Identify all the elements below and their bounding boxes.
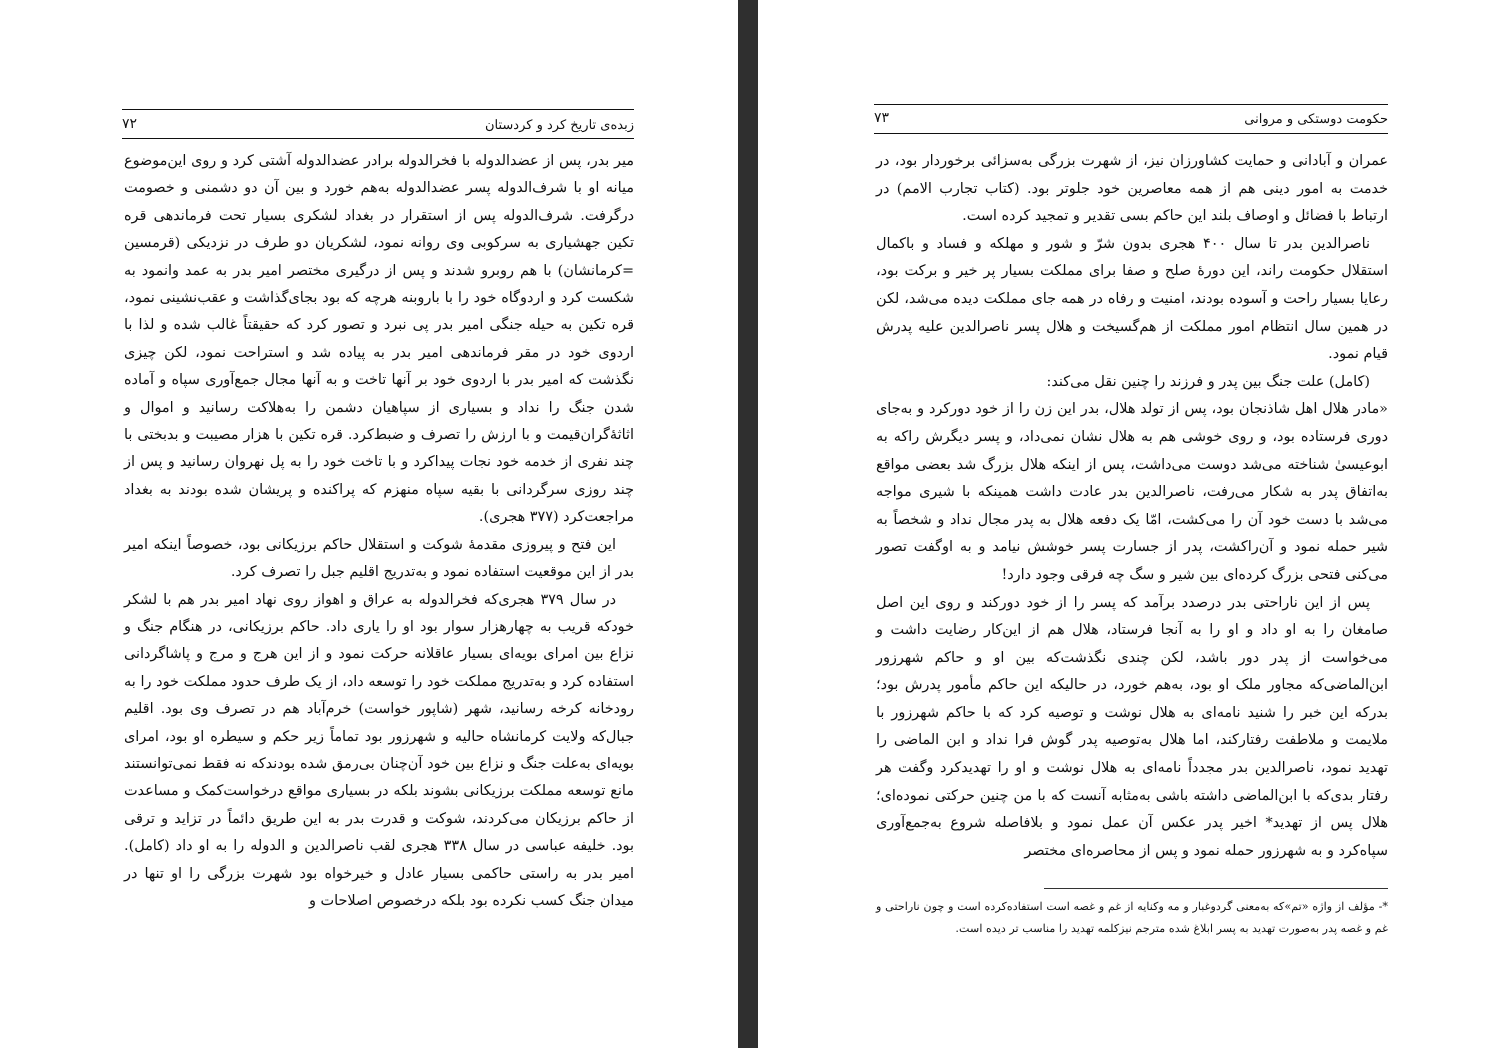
right-page (758, 0, 1496, 1048)
left-header-underline (122, 138, 634, 139)
right-paragraph-2: ناصرالدین بدر تا سال ۴۰۰ هجری بدون شرّ و شور و مهلکه و فساد و باکمال استقلال حکومت راند، این دورهٔ صلح و صفا برای مملکت بسیار پر خیر و برکت بود، رعایا بسیار راحت و آسوده بودند، امنیت و رفاه در همه جای مملکت دیده می‌شد، لکن در همین سال انتظام امور مملکت از هم‌گسیخت و هلال پسر ناصرالدین علیه پدرش قیام نمود. (876, 235, 1388, 363)
left-paragraph-1: میر بدر، پس از عضدالدوله با فخرالدوله برادر عضدالدوله آشتی کرد و روی این‌موضوع میانه او با شرف‌الدوله پسر عضدالدوله به‌هم خورد و بین آن دو دشمنی و خصومت درگرفت. شرف‌الدوله پس از استقرار در بغداد لشکری بسیار تحت فرماندهی قره تکین جهشیاری به سرکوبی وی روانه نمود، لشکریان دو طرف در نزدیکی (قرمسین =کرمانشان) با هم روبرو شدند و پس از درگیری مختصر امیر بدر به عمد وانمود به شکست کرد و اردوگاه خود را با باروبنه هرچه که بود بجای‌گذاشت و عقب‌نشینی نمود، قره تکین به حیله جنگی امیر بدر پی نبرد و تصور کرد که حقیقتاً غالب شده و لذا با اردوی خود در مقر فرماندهی امیر بدر به پیاده شد و استراحت نمود، لکن چیزی نگذشت که امیر بدر با اردوی خود بر آنها تاخت و به آنها مجال جمع‌آوری سپاه و آماده شدن جنگ را نداد و بسیاری از سپاهیان دشمن را به‌هلاکت رسانید و اموال و اثاثهٔ‌گران‌قیمت و با ارزش را تصرف و ضبط‌کرد. قره تکین با هزار مصیبت و بدبختی با چند نفری از خدمه خود نجات پیداکرد و با تاخت خود را به پل نهروان رسانید و پس از چند روزی سرگردانی با بقیه سپاه منهزم‌ که پراکنده و پریشان شده بودند به بغداد مراجعت‌کرد (۳۷۷ هجری). (124, 153, 634, 526)
right-paragraph-5: پس از این ناراحتی بدر درصدد برآمد که پسر را از خود دور‌کند و روی این اصل صامغان را به او داد و او را به آنجا فرستاد، هلال هم از این‌کار رضایت داشت و می‌خواست از پدر دور باشد، لکن چندی نگذشت‌که بین او و حاکم شهرزور ابن‌الماضی‌که مجاور ملک او بود، به‌هم خورد، در حالیکه این حاکم مأمور پدرش بود؛ بدرکه این خبر را شنید نامه‌ای به هلال نوشت و توصیه کرد که با حاکم شهرزور با ملایمت و ملاطفت رفتار‌کند، اما هلال به‌توصیه پدر گوش فرا نداد و ابن الماضی را تهدید نمود، ناصرالدین بدر مجدداً نامه‌ای به هلال نوشت و او را تهدید‌کرد وگفت هر رفتار بدی‌که با ابن‌الماضی داشته باشی به‌مثابه آنست که با من چنین حرکتی نموده‌ای؛ هلال پس از تهدید* اخیر پدر عکس آن عمل نمود و بلافاصله شروع به‌جمع‌آوری سپاه‌کرد و به شهرزور حمله نمود و پس از محاصره‌ای مختصر (876, 594, 1388, 859)
book-spine (738, 0, 758, 1048)
right-paragraph-4: «مادر هلال اهل شاذنجان بود، پس از تولد هلال، بدر این زن را از خود دورکرد و به‌جای دوری فرستاده بود، و روی خوشی هم به هلال نشان نمی‌داد، و پسر دیگرش را‌که به ابوعیسیٰ شناخته می‌شد دوست می‌داشت، پس از اینکه هلال بزرگ شد بعضی مواقع به‌اتفاق پدر به شکار می‌رفت، ناصرالدین بدر عادت داشت همینکه با شیری مواجه می‌شد با دست خود آن را می‌کشت، امّا یک دفعه هلال به پدر مجال نداد و شخصاً به شیر حمله نمود و آن‌راکشت، پدر از جسارت پسر خوشش نیامد و به اوگفت تصور می‌کنی فتحی بزرگ کرده‌ای بین شیر و سگ چه فرقی وجود دارد! (876, 401, 1388, 583)
left-page-body (124, 148, 634, 915)
left-paragraph-2: این فتح و پیروزی مقدمهٔ شوکت و استقلال حاکم برزیکانی بود، خصوصاً اینکه امیر بدر از این موقعیت استفاده نمود و به‌تدریج اقلیم جبل را تصرف‌ کرد. (124, 536, 634, 581)
right-paragraph-1: عمران و آبادانی و حمایت کشاورزان نیز، از شهرت بزرگی به‌سزائی برخوردار بود، در خدمت به امور دینی هم از همه معاصرین خود جلوتر بود. (کتاب تجارب الامم) در ارتباط با فضائل و اوصاف بلند این حاکم بسی تقدیر و تمجید کرده است. (876, 153, 1388, 225)
right-header-underline (874, 133, 1388, 134)
left-page-header-title: زبده‌ی تاریخ کرد و کردستان (484, 118, 634, 133)
left-header-rule (122, 109, 634, 110)
right-header-rule (874, 104, 1388, 105)
right-paragraph-3: (کامل) علت جنگ بین پدر و فرزند را چنین نقل می‌کند: (1046, 373, 1370, 390)
right-page-number: ۷۳ (874, 110, 890, 126)
left-page-header (122, 114, 634, 138)
right-page-header-title: حکومت دوستکی و مروانی (1244, 112, 1388, 127)
right-page-header (874, 108, 1388, 132)
right-page-body (876, 148, 1388, 865)
left-page (0, 0, 738, 1048)
left-page-number: ۷۲ (122, 116, 138, 132)
footnote: *- مؤلف از واژه «تم»که به‌معنی گردوغبار و مه و‌کنایه از غم و غصه است استفاده‌کرده است و چون ناراحتی و غم و غصه پدر به‌صورت تهدید به پسر ابلاغ شده مترجم نیز‌کلمه تهدید را مناسب تر دیده است. (876, 900, 1388, 935)
left-paragraph-3: در سال ۳۷۹ هجری‌که فخرالدوله به عراق و اهواز روی نهاد امیر بدر هم با لشکر خود‌که قریب به چهارهزار سوار بود او را یاری داد. حاکم برزیکانی، در هنگام جنگ و نزاع بین امرای بویه‌ای بسیار عاقلانه حرکت نمود و از این هرج و مرج و پاشاگردانی استفاده کرد و به‌تدریج مملکت خود را توسعه داد، از یک طرف حدود مملکت خود را به رودخانه کرخه رسانید، شهر (شاپور خواست) خرم‌آباد هم در تصرف وی بود. اقلیم جبال‌که ولایت کرمانشاه حالیه و شهرزور بود تماماً زیر حکم و سیطره او بود، امرای بویه‌ای به‌علت جنگ و نزاع بین خود آن‌چنان بی‌رمق شده بودند‌که نه فقط نمی‌توانستند مانع توسعه مملکت برزیکانی بشوند بلکه در بسیاری مواقع درخواست‌کمک و مساعدت از حاکم برزیکان می‌کردند، شوکت و قدرت بدر به این طریق دائماً در تزاید و ترقی بود. خلیفه عباسی در سال ۳۳۸ هجری لقب ناصرالدین و الدوله را به او داد (کامل). امیر بدر به راستی حاکمی بسیار عادل و خیرخواه بود شهرت بزرگی را او تنها در میدان جنگ‌ کسب نکرده بود بلکه درخصوص اصلاحات و (124, 591, 634, 909)
footnote-rule (1044, 888, 1388, 889)
